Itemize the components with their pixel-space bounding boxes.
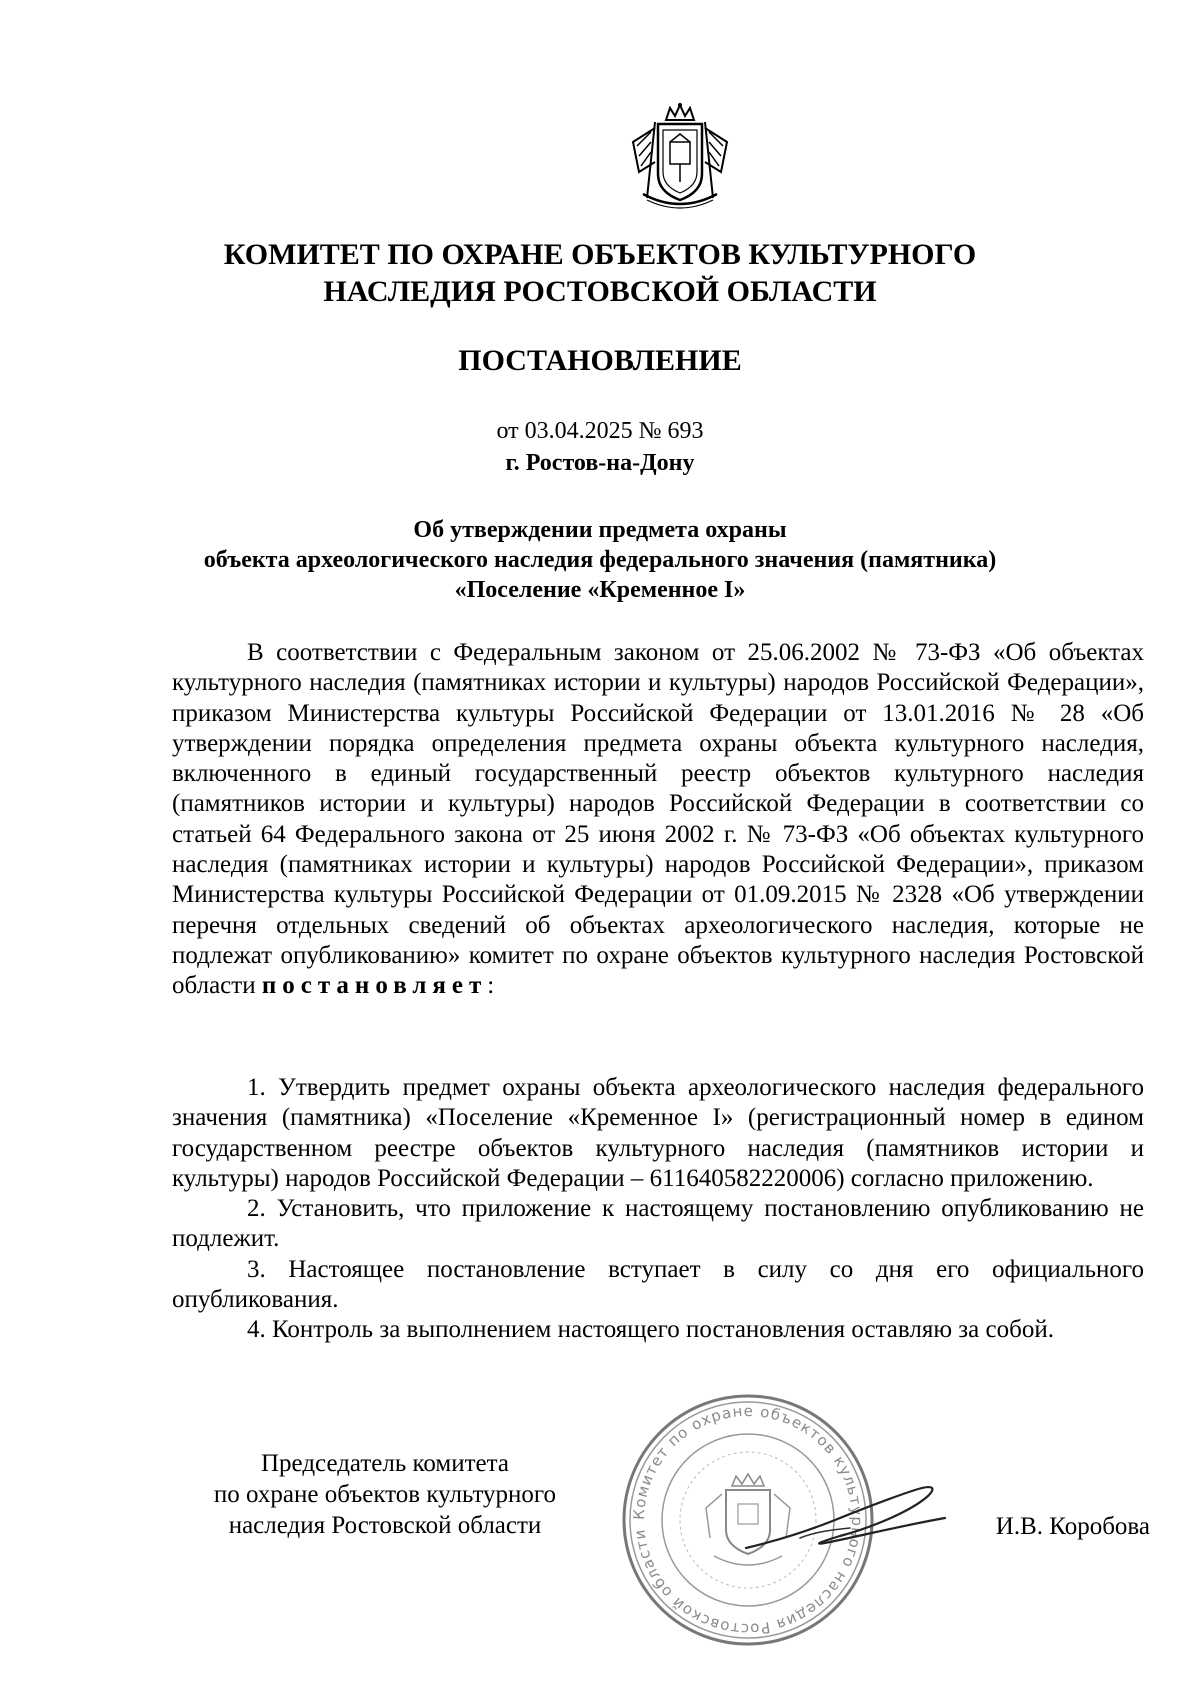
- signatory-name: И.В. Коробова: [995, 1513, 1150, 1540]
- signatory-position: [175, 1448, 595, 1541]
- decree-item: 3. Настоящее постановление вступает в силу со дня его официального опубликования.: [172, 1255, 1144, 1314]
- decree-colon: :: [487, 972, 495, 1000]
- rostov-oblast-coat-of-arms-icon: [625, 102, 735, 214]
- organization-title: [100, 236, 1100, 310]
- decree-item: 1. Утвердить предмет охраны объекта археологического наследия федерального значения (памятника) «Поселение «Кременное I» (регистрационный номер в едином государственном реестре объектов культурного наследия (памятников истории и культуры) народов Российской Федерации – 611640582220006) согласно приложению.: [172, 1074, 1144, 1192]
- signatory-position-line3: наследия Ростовской области: [228, 1512, 542, 1539]
- seal-text: Комитет по охране объектов культурного наследия Ростовской области: [629, 1401, 867, 1639]
- preamble-paragraph: [172, 638, 1144, 1002]
- signatory-position-line2: по охране объектов культурного: [213, 1481, 557, 1508]
- preamble-text: В соответствии с Федеральным законом от 25.06.2002 № 73-ФЗ «Об объектах культурного наследия (памятниках истории и культуры) народов Российской Федерации», приказом Министерства культуры Российской Федерации от 13.01.2016 № 28 «Об утверждении порядка определения предмета охраны объекта культурного наследия, включенного в единый государственный реестр объектов культурного наследия (памятников истории и культуры) народов Российской Федерации в соответствии со статьей 64 Федерального закона от 25 июня 2002 г. № 73-ФЗ «Об объектах культурного наследия (памятниках истории и культуры) народов Российской Федерации», приказом Министерства культуры Российской Федерации от 01.09.2015 № 2328 «Об утверждении перечня отдельных сведений об объектах археологического наследия, которые не подлежат опубликованию» комитет по охране объектов культурного наследия Ростовской области: [172, 639, 1144, 1000]
- decree-items: [172, 1073, 1144, 1346]
- organization-title-line2: НАСЛЕДИЯ РОСТОВСКОЙ ОБЛАСТИ: [323, 275, 877, 308]
- subject-line2: объекта археологического наследия федерального значения (памятника): [203, 547, 997, 573]
- decree-item: 4. Контроль за выполнением настоящего постановления оставляю за собой.: [247, 1316, 1054, 1344]
- decree-item: 2. Установить, что приложение к настоящему постановлению опубликованию не подлежит.: [172, 1195, 1144, 1253]
- decree-word: постановляет: [261, 972, 488, 1000]
- subject-line1: Об утверждении предмета охраны: [413, 517, 787, 543]
- organization-title-line1: КОМИТЕТ ПО ОХРАНЕ ОБЪЕКТОВ КУЛЬТУРНОГО: [223, 238, 977, 271]
- document-subject: [100, 515, 1100, 605]
- document-type: ПОСТАНОВЛЕНИЕ: [458, 344, 742, 377]
- document-city: г. Ростов-на-Дону: [505, 450, 695, 476]
- subject-line3: «Поселение «Кременное I»: [454, 577, 746, 603]
- handwritten-signature-icon: [740, 1480, 950, 1570]
- preamble-text-block: [172, 638, 1144, 1002]
- signatory-position-line1: Председатель комитета: [261, 1450, 509, 1477]
- document-date-number: от 03.04.2025 № 693: [496, 418, 704, 444]
